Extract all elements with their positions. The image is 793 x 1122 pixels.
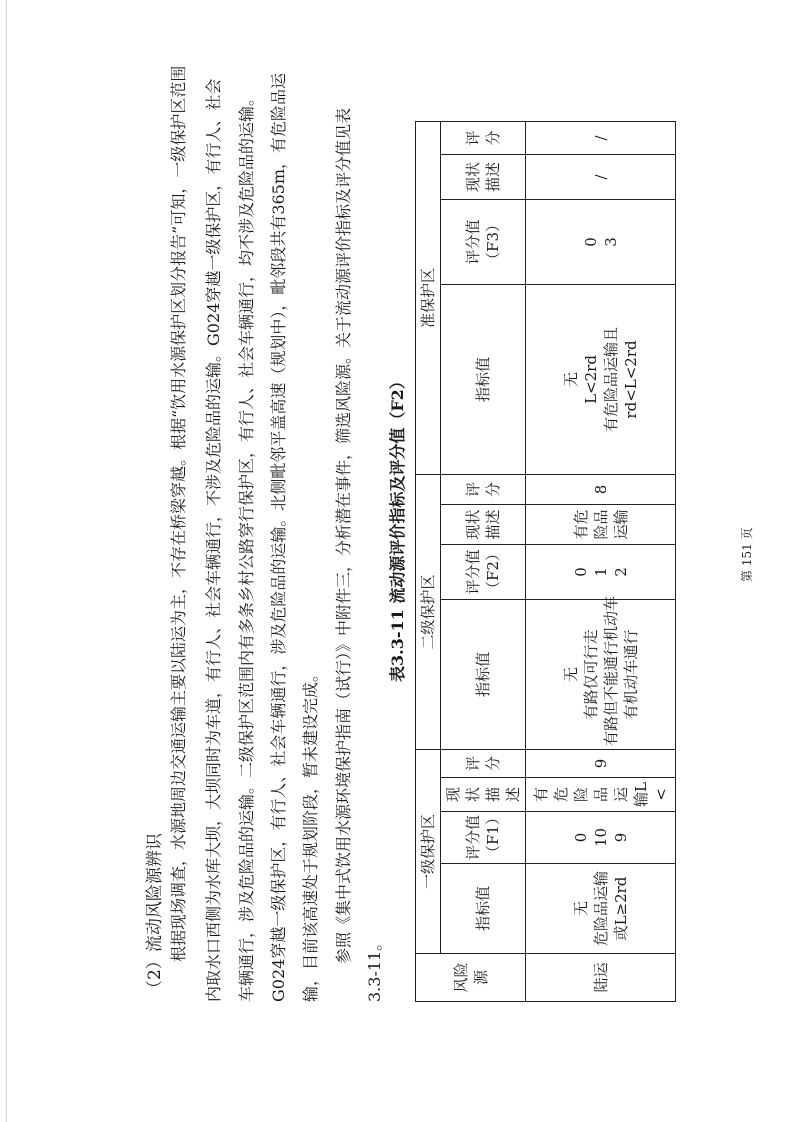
paragraph-line: G024穿越一级保护区，有行人、社会车辆通行，涉及危险品的运输。北侧毗邻平盖高速（规划中），毗邻段共有365m，有危险品运 [269, 72, 288, 1002]
zone-header-secondary: 二级保护区 [416, 474, 441, 749]
score-header: 评分 [441, 749, 526, 777]
status-header: 现状描述 [441, 504, 526, 544]
zone3-status-cell: / [526, 154, 676, 199]
zone-header-quasi: 准保护区 [416, 121, 441, 474]
zone1-indicator-cell: 无 危险品运输 或L≥2rd [526, 864, 676, 954]
zone1-value-cell: 0 10 9 [526, 812, 676, 864]
zone-header-primary: 一级保护区 [416, 749, 441, 953]
zone3-value-cell: 0 3 [526, 199, 676, 284]
status-header: 现状描述 [441, 154, 526, 199]
indicator-header: 指标值 [441, 864, 526, 954]
score-header: 评分 [441, 121, 526, 154]
status-header: 现状描述 [441, 778, 526, 812]
zone2-indicator-cell: 无 有路仅可行走 有路但不能通行机动车 有机动车通行 [526, 599, 676, 749]
zone2-value-cell: 0 1 2 [526, 544, 676, 599]
table-caption: 表3.3-11 流动源评价指标及评分值（F2） [388, 373, 407, 682]
score-value-header: 评分值（F1） [441, 812, 526, 864]
risk-source-header: 风险源 [416, 954, 526, 1002]
paragraph-line: 输，目前该高速处于规划阶段，暂未建设完成。 [301, 665, 320, 1002]
score-header: 评分 [441, 474, 526, 504]
zone3-score-cell: / [526, 121, 676, 154]
paragraph-line: 车辆通行，涉及危险品的运输。二级保护区范围内有多条乡村公路穿行保护区，有行人、社会车辆通行，均不涉及危险品的运输。 [237, 89, 256, 1002]
score-value-header: 评分值（F3） [441, 199, 526, 284]
page-number: 第 151 页 [740, 527, 754, 582]
zone2-status-cell: 有危险品运输 [526, 504, 676, 544]
zone2-score-cell: 8 [526, 474, 676, 504]
section-heading: （2）流动风险源辨识 [145, 833, 165, 997]
indicator-header: 指标值 [441, 599, 526, 749]
evaluation-table [415, 121, 676, 1002]
paragraph-line: 参照《集中式饮用水源环境保护指南（试行）》中附件三，分析潜在事件，筛选风险源。关于流动源评价指标及评分值见表 [334, 107, 353, 964]
risk-source-cell: 陆运 [526, 954, 676, 1002]
paragraph-line: 根据现场调查，水源地周边交通运输主要以陆运为主，不存在桥梁穿越。根据“饮用水源保护区划分报告”可知，一级保护区范围 [169, 65, 188, 962]
indicator-header: 指标值 [441, 284, 526, 474]
paragraph-line: 3.3-11。 [365, 934, 384, 1002]
score-value-header: 评分值（F2） [441, 544, 526, 599]
zone1-score-cell: 9 [526, 749, 676, 777]
zone3-indicator-cell: 无 L<2rd 有危险品运输且 rd<L<2rd [526, 284, 676, 474]
paragraph-line: 内取水口西侧为水库大坝，大坝同时为车道，有行人、社会车辆通行，不涉及危险品的运输。G024穿越一级保护区，有行人、社会 [204, 78, 223, 1002]
zone1-status-cell: 有危险品运输L< [526, 778, 676, 812]
